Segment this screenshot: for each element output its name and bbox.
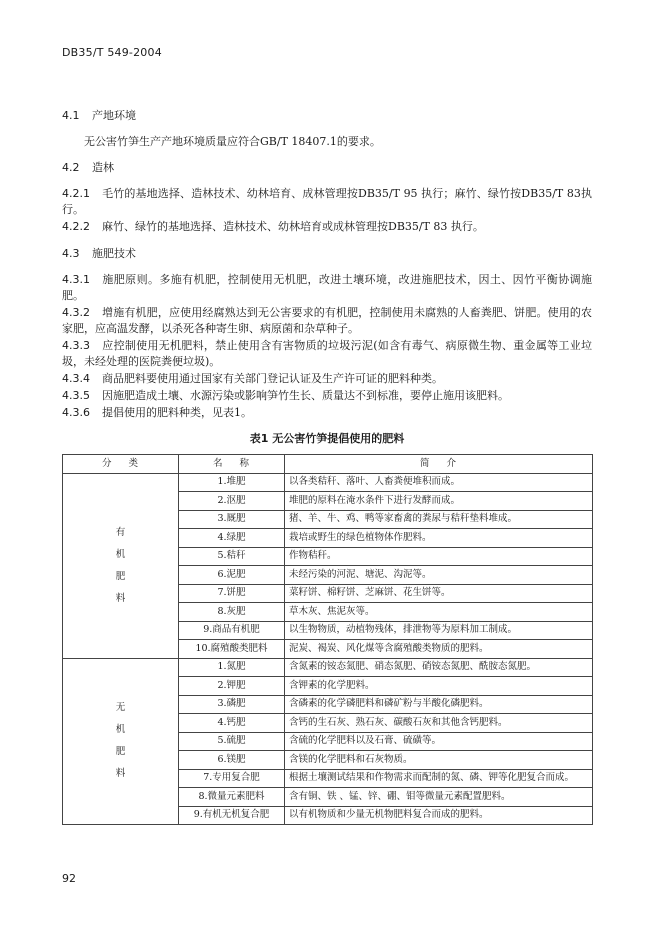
fertilizer-description: 根据土壤测试结果和作物需求而配制的氮、磷、钾等化肥复合而成。 bbox=[285, 769, 593, 788]
fertilizer-description: 作物秸秆。 bbox=[285, 547, 593, 566]
table-header-row bbox=[63, 455, 593, 474]
clause-text: 商品肥料要使用通过国家有关部门登记认证及生产许可证的肥料种类。 bbox=[102, 372, 443, 385]
section-4-1-heading bbox=[62, 108, 592, 124]
section-4-2-items bbox=[62, 186, 592, 235]
fertilizer-name: 9.有机无机复合肥 bbox=[179, 806, 285, 825]
section-4-1-text: 无公害竹笋生产产地环境质量应符合GB/T 18407.1的要求。 bbox=[84, 135, 381, 148]
clause-number: 4.2.1 bbox=[62, 187, 90, 200]
category-char: 无 bbox=[115, 702, 126, 714]
clause-number: 4.3.3 bbox=[62, 339, 90, 352]
clause-number: 4.3.2 bbox=[62, 306, 90, 319]
fertilizer-name: 1.氮肥 bbox=[179, 658, 285, 677]
clause-item bbox=[62, 219, 592, 235]
fertilizer-description: 以各类秸秆、落叶、人畜粪便堆积而成。 bbox=[285, 473, 593, 492]
fertilizer-name: 8.灰肥 bbox=[179, 603, 285, 622]
clause-number: 4.2.2 bbox=[62, 220, 90, 233]
page-number: 92 bbox=[62, 872, 76, 885]
fertilizer-description: 菜籽饼、棉籽饼、芝麻饼、花生饼等。 bbox=[285, 584, 593, 603]
fertilizer-name: 4.绿肥 bbox=[179, 529, 285, 548]
clause-text: 增施有机肥，应使用经腐熟达到无公害要求的有机肥，控制使用未腐熟的人畜粪肥、饼肥。使用的农家肥，应高温发酵，以杀死各种寄生卵、病原菌和杂草种子。 bbox=[62, 306, 592, 335]
fertilizer-description: 含钙的生石灰、熟石灰、碳酸石灰和其他含钙肥料。 bbox=[285, 714, 593, 733]
fertilizer-description: 猪、羊、牛、鸡、鸭等家畜禽的粪尿与秸秆垫料堆成。 bbox=[285, 510, 593, 529]
fertilizer-description: 草木灰、焦泥灰等。 bbox=[285, 603, 593, 622]
fertilizer-description: 堆肥的原料在淹水条件下进行发酵而成。 bbox=[285, 492, 593, 511]
clause-number: 4.3.5 bbox=[62, 389, 90, 402]
section-number: 4.2 bbox=[62, 161, 80, 174]
fertilizer-name: 5.秸秆 bbox=[179, 547, 285, 566]
category-char: 机 bbox=[115, 548, 126, 560]
clause-text: 麻竹、绿竹的基地选择、造林技术、幼林培育或成林管理按DB35/T 83 执行。 bbox=[102, 220, 484, 233]
clause-item bbox=[62, 338, 592, 370]
category-char: 料 bbox=[115, 768, 126, 780]
fertilizer-name: 3.磷肥 bbox=[179, 695, 285, 714]
fertilizer-description: 栽培或野生的绿色植物体作肥料。 bbox=[285, 529, 593, 548]
clause-text: 应控制使用无机肥料，禁止使用含有害物质的垃圾污泥(如含有毒气、病原微生物、重金属等工业垃圾，未经处理的医院粪便垃圾)。 bbox=[62, 339, 592, 368]
fertilizer-name: 5.硫肥 bbox=[179, 732, 285, 751]
fertilizer-name: 7.专用复合肥 bbox=[179, 769, 285, 788]
fertilizer-description: 含氮素的铵态氮肥、硝态氮肥、硝铵态氮肥、酰胺态氮肥。 bbox=[285, 658, 593, 677]
fertilizer-description: 含有铜、铁 、锰、锌、硼、钼等微量元素配置肥料。 bbox=[285, 788, 593, 807]
fertilizer-name: 2.钾肥 bbox=[179, 677, 285, 696]
clause-text: 毛竹的基地选择、造林技术、幼林培育、成林管理按DB35/T 95 执行；麻竹、绿竹按DB35/T 83执行。 bbox=[62, 187, 592, 216]
clause-item bbox=[62, 405, 592, 421]
section-number: 4.3 bbox=[62, 247, 80, 260]
clause-text: 施肥原则。多施有机肥，控制使用无机肥，改进土壤环境，改进施肥技术，因土、因竹平衡协调施肥。 bbox=[62, 273, 592, 302]
fertilizer-name: 4.钙肥 bbox=[179, 714, 285, 733]
fertilizer-description: 以生物物质，动植物残体，排泄物等为原料加工制成。 bbox=[285, 621, 593, 640]
section-title: 产地环境 bbox=[92, 109, 136, 122]
clause-number: 4.3.6 bbox=[62, 406, 90, 419]
fertilizer-name: 6.镁肥 bbox=[179, 751, 285, 770]
category-char: 有 bbox=[115, 526, 126, 538]
document-body bbox=[62, 108, 592, 825]
fertilizer-name: 1.堆肥 bbox=[179, 473, 285, 492]
clause-item bbox=[62, 371, 592, 387]
fertilizer-name: 7.饼肥 bbox=[179, 584, 285, 603]
section-title: 施肥技术 bbox=[92, 247, 136, 260]
category-cell bbox=[63, 658, 179, 825]
category-char: 料 bbox=[115, 592, 126, 604]
table-body bbox=[63, 473, 593, 825]
clause-number: 4.3.4 bbox=[62, 372, 90, 385]
clause-number: 4.3.1 bbox=[62, 273, 90, 286]
header-description: 简 介 bbox=[285, 455, 593, 474]
category-cell bbox=[63, 473, 179, 658]
table-row bbox=[63, 473, 593, 492]
category-char: 机 bbox=[115, 724, 126, 736]
category-char: 肥 bbox=[115, 746, 126, 758]
fertilizer-description: 以有机物质和少量无机物肥料复合而成的肥料。 bbox=[285, 806, 593, 825]
fertilizer-description: 未经污染的河泥、塘泥、沟泥等。 bbox=[285, 566, 593, 585]
fertilizer-description: 含镁的化学肥料和石灰物质。 bbox=[285, 751, 593, 770]
category-char: 肥 bbox=[115, 570, 126, 582]
fertilizer-name: 9.商品有机肥 bbox=[179, 621, 285, 640]
fertilizer-name: 3.厩肥 bbox=[179, 510, 285, 529]
section-4-3-heading bbox=[62, 246, 592, 262]
fertilizer-description: 含磷素的化学磷肥料和磷矿粉与半酸化磷肥料。 bbox=[285, 695, 593, 714]
section-title: 造林 bbox=[92, 161, 114, 174]
clause-item bbox=[62, 305, 592, 337]
standard-code-header: DB35/T 549-2004 bbox=[62, 46, 162, 59]
section-number: 4.1 bbox=[62, 109, 80, 122]
table-caption: 表1 无公害竹笋提倡使用的肥料 bbox=[249, 432, 405, 445]
clause-item bbox=[62, 388, 592, 404]
clause-text: 因施肥造成土壤、水源污染或影响笋竹生长、质量达不到标准，要停止施用该肥料。 bbox=[102, 389, 509, 402]
table-row bbox=[63, 658, 593, 677]
clause-item bbox=[62, 272, 592, 304]
fertilizer-name: 6.泥肥 bbox=[179, 566, 285, 585]
section-4-2-heading bbox=[62, 160, 592, 176]
fertilizer-name: 8.微量元素肥料 bbox=[179, 788, 285, 807]
header-name: 名 称 bbox=[179, 455, 285, 474]
fertilizer-name: 10.腐殖酸类肥料 bbox=[179, 640, 285, 659]
section-4-3-items bbox=[62, 272, 592, 421]
clause-text: 提倡使用的肥料种类，见表1。 bbox=[102, 406, 252, 419]
fertilizer-description: 含硫的化学肥料以及石膏、硫磺等。 bbox=[285, 732, 593, 751]
fertilizer-description: 含钾素的化学肥料。 bbox=[285, 677, 593, 696]
fertilizer-name: 2.沤肥 bbox=[179, 492, 285, 511]
header-category: 分 类 bbox=[63, 455, 179, 474]
clause-item bbox=[62, 186, 592, 218]
fertilizer-table bbox=[62, 454, 593, 825]
fertilizer-description: 泥炭、褐炭、风化煤等含腐殖酸类物质的肥料。 bbox=[285, 640, 593, 659]
